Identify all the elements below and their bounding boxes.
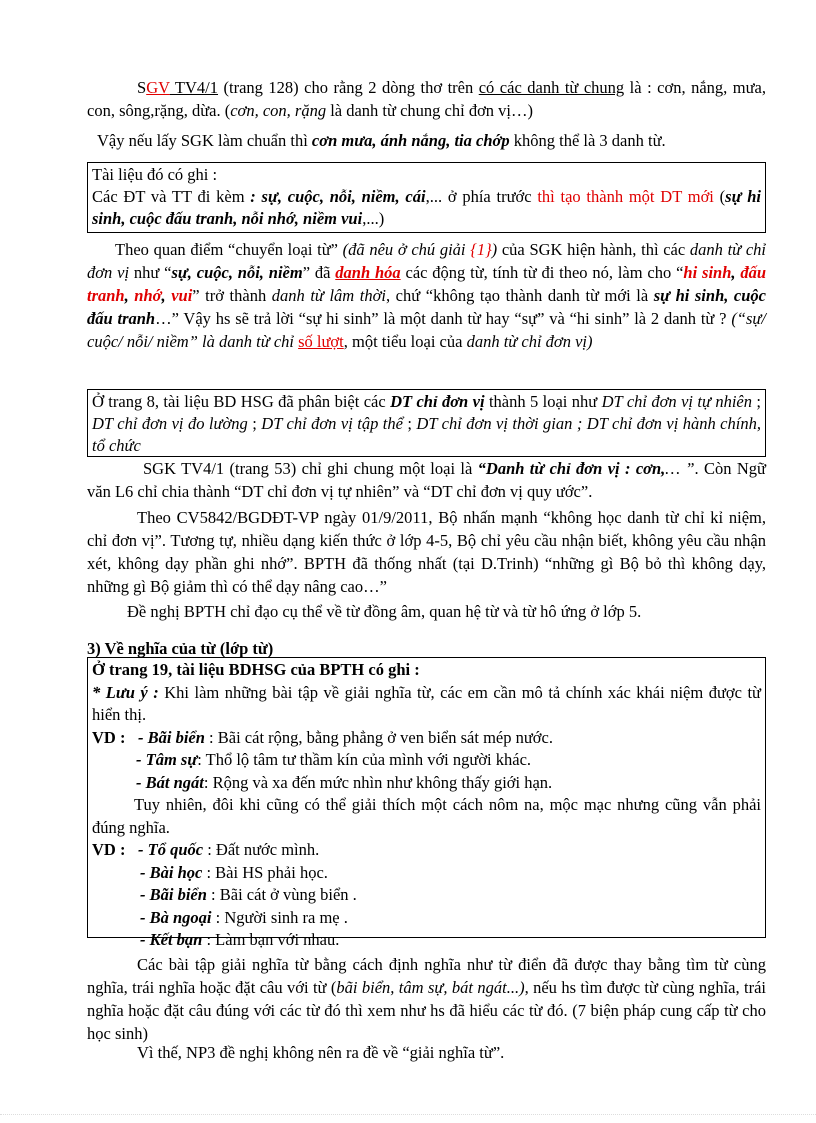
paragraph-sgk-tv4 bbox=[87, 457, 766, 503]
italic-text: (đã nêu ở chú giải bbox=[342, 240, 471, 259]
paragraph-exercises bbox=[87, 953, 766, 1045]
definition: : Người sinh ra mẹ . bbox=[211, 907, 348, 927]
red-text: đấu tranh bbox=[87, 263, 767, 305]
italic-text: DT chỉ đơn vị thời gian ; DT chỉ đơn vị hành chính, tổ chức bbox=[92, 414, 761, 455]
red-underlined-text: danh hóa bbox=[335, 263, 401, 282]
bold-italic-text: : sự, cuộc, nỗi, niềm, cái bbox=[250, 187, 426, 206]
italic-text: DT chỉ đơn vị tập thể bbox=[261, 414, 403, 433]
italic-text: cơn, con, rặng bbox=[230, 101, 327, 120]
red-text: hi sinh bbox=[683, 263, 732, 282]
example-item bbox=[138, 727, 553, 750]
text: như “ bbox=[129, 263, 172, 282]
example-row bbox=[92, 727, 761, 750]
definition: : Thổ lộ tâm tư thầm kín của mình với người khác. bbox=[197, 750, 532, 769]
text: Ở trang 8, tài liệu BD HSG đã phân biệt các bbox=[92, 392, 391, 411]
example-item bbox=[92, 929, 761, 952]
text: (trang 128) cho rằng 2 dòng thơ trên bbox=[218, 78, 479, 97]
section-heading: 3) Về nghĩa của từ (lớp từ) bbox=[87, 639, 274, 658]
italic-text: … ” bbox=[665, 459, 695, 478]
text: là : cơn, nắng, mưa, con, sông,rặng, dừa. ( bbox=[87, 78, 767, 120]
text: ; bbox=[752, 392, 761, 411]
definition: : Rộng và xa đến mức nhìn như không thấy giới hạn. bbox=[203, 772, 553, 792]
red-text: nhớ bbox=[134, 286, 162, 305]
definition: : Bãi cát rộng, bằng phẳng ở ven biển sát mép nước. bbox=[204, 727, 553, 747]
term: - Tâm sự bbox=[136, 750, 198, 769]
underlined-tv: TV4/1 bbox=[169, 78, 219, 97]
text: Theo quan điểm “chuyển loại từ” bbox=[115, 240, 343, 259]
text: thành 5 loại như bbox=[484, 392, 602, 411]
text: ; bbox=[247, 414, 262, 433]
text: , bbox=[124, 286, 135, 305]
term: - Tổ quốc bbox=[138, 840, 204, 859]
note-line bbox=[92, 682, 761, 727]
bold-italic-text: sự hi sinh, cuộc đấu tranh, nỗi nhớ, niềm vui bbox=[92, 187, 761, 228]
text: Các bài tập giải nghĩa từ bằng cách định nghĩa như từ điển đã được thay bằng tìm từ cùng nghĩa, trái nghĩa hoặc đặt câu với từ ( bbox=[87, 955, 766, 997]
term: - Bãi biển bbox=[140, 885, 207, 904]
quote-box-2 bbox=[87, 389, 766, 457]
paragraph-conclusion bbox=[87, 129, 766, 152]
paragraph-sgv-claim bbox=[87, 76, 766, 122]
example-item bbox=[92, 907, 761, 930]
definition: : Bãi cát ở vùng biển . bbox=[206, 885, 357, 904]
text: S bbox=[137, 78, 147, 97]
italic-text: ) bbox=[491, 240, 498, 259]
example-label: VD : bbox=[92, 727, 126, 747]
text: …” Vậy hs sẽ trả lời “sự hi sinh” là một danh từ hay “sự” và “hi sinh” là 2 danh từ ? bbox=[155, 309, 732, 328]
text: ” đã bbox=[302, 263, 336, 282]
text: của SGK hiện hành, thì các bbox=[497, 240, 690, 259]
italic-text: DT chỉ đơn vị tự nhiên bbox=[601, 392, 753, 411]
text: SGK TV4/1 (trang 53) chỉ ghi chung một loại là bbox=[143, 459, 478, 478]
term: - Kết bạn bbox=[140, 930, 203, 949]
italic-text: danh từ chỉ đơn vị) bbox=[466, 332, 593, 351]
red-text: thì tạo thành một DT mới bbox=[537, 187, 714, 206]
italic-text: (“sự/ cuộc/ nỗi/ niềm” là danh từ chỉ bbox=[87, 309, 766, 351]
paragraph-cv5842: Theo CV5842/BGDĐT-VP ngày 01/9/2011, Bộ nhấn mạnh “không học danh từ chỉ kỉ niệm, chỉ đơn vị”. Tương tự, nhiều dạng kiến thức ở lớp 4-5, Bộ chỉ yêu cầu nhận biết, không yêu cầu nhận xét, không dạy phần ghi nhớ”. BPTH đã thống nhất (tại D.Trinh) “những gì Bộ bỏ thì không dạy, những gì Bộ giảm thì có thể dạy nâng cao…” bbox=[87, 508, 766, 596]
box-line: Tài liệu đó có ghi : bbox=[92, 165, 218, 184]
bold-italic-text: sự, cuộc, nỗi, niềm bbox=[171, 263, 303, 282]
text: ; bbox=[402, 414, 417, 433]
red-text: {1} bbox=[470, 240, 492, 259]
paragraph-final: Vì thế, NP3 đề nghị không nên ra đề về “giải nghĩa từ”. bbox=[137, 1043, 505, 1062]
italic-text: danh từ lâm thời bbox=[271, 286, 386, 305]
text: Các ĐT và TT đi kèm bbox=[92, 187, 251, 206]
text: các động từ, tính từ đi theo nó, làm cho “ bbox=[400, 263, 684, 282]
term: - Bãi biển bbox=[138, 727, 205, 747]
box-title: Ở trang 19, tài liệu BDHSG của BPTH có ghi : bbox=[92, 660, 420, 679]
example-item bbox=[138, 839, 319, 862]
bold-italic-text: cơn mưa, ánh nắng, tia chớp bbox=[311, 131, 510, 150]
text: , bbox=[731, 263, 741, 282]
text: Khi làm những bài tập về giải nghĩa từ, các em cần mô tả chính xác khái niệm được từ hiển thị. bbox=[92, 682, 761, 724]
text: , nếu hs tìm được từ cùng nghĩa, trái nghĩa hoặc đặt câu đúng với các từ đó thì xem như hs đã hiểu các từ đó. (7 biện pháp cung cấp từ cho học sinh) bbox=[87, 978, 766, 1043]
note-lead: * Lưu ý : bbox=[92, 682, 159, 702]
bold-italic-text: sự hi sinh, cuộc đấu tranh bbox=[87, 286, 767, 328]
italic-text: danh từ chỉ đơn vị bbox=[87, 240, 767, 282]
quote-box-3 bbox=[87, 657, 766, 949]
paragraph-conversion-viewpoint bbox=[87, 238, 766, 353]
definition: : Đất nước mình. bbox=[203, 840, 320, 859]
paragraph-request: Đề nghị BPTH chỉ đạo cụ thể về từ đồng âm, quan hệ từ và từ hô ứng ở lớp 5. bbox=[127, 602, 642, 621]
text: không thể là 3 danh từ. bbox=[509, 131, 666, 150]
bold-italic-text: DT chỉ đơn vị bbox=[390, 392, 485, 411]
text: ” trở thành bbox=[192, 286, 272, 305]
term: - Bà ngoại bbox=[140, 907, 212, 927]
text: . Còn Ngữ văn L6 chỉ chia thành “DT chỉ đơn vị tự nhiên” và “DT chỉ đơn vị quy ước”. bbox=[87, 459, 766, 501]
page-bottom-rule bbox=[0, 1114, 816, 1115]
red-underlined-text: số lượt bbox=[298, 332, 344, 351]
term: - Bát ngát bbox=[136, 772, 204, 792]
example-row bbox=[92, 839, 761, 862]
text: Vậy nếu lấy SGK làm chuẩn thì bbox=[97, 131, 312, 150]
text: ,...) bbox=[362, 209, 385, 228]
text: ,... ở phía trước bbox=[425, 187, 538, 206]
example-label: VD : bbox=[92, 840, 126, 859]
example-item bbox=[92, 862, 761, 885]
text: , chứ “không tạo thành danh từ mới là bbox=[386, 286, 654, 305]
however-line: Tuy nhiên, đôi khi cũng có thể giải thích một cách nôm na, mộc mạc nhưng cũng vẫn phải đúng nghĩa. bbox=[92, 795, 761, 837]
text: là danh từ chung chỉ đơn vị…) bbox=[326, 101, 533, 120]
box-text bbox=[92, 186, 761, 230]
quote-box-1 bbox=[87, 162, 766, 233]
red-text: vui bbox=[171, 286, 193, 305]
definition: : Bài HS phải học. bbox=[202, 862, 328, 882]
definition: : Làm bạn với nhau. bbox=[202, 930, 340, 949]
highlight-gv: GV bbox=[146, 78, 170, 97]
italic-text: DT chỉ đơn vị đo lường bbox=[92, 414, 248, 433]
term: - Bài học bbox=[140, 862, 203, 882]
example-item bbox=[92, 772, 761, 795]
text: ( bbox=[713, 187, 726, 206]
italic-text: bãi biển, tâm sự, bát ngát...) bbox=[336, 978, 525, 997]
text: , một tiểu loại của bbox=[343, 332, 467, 351]
example-item bbox=[92, 884, 761, 907]
bold-italic-text: “Danh từ chỉ đơn vị : cơn, bbox=[477, 459, 666, 478]
example-item bbox=[92, 749, 761, 772]
underlined-text: có các danh từ chung bbox=[478, 78, 625, 97]
text: , bbox=[161, 286, 172, 305]
